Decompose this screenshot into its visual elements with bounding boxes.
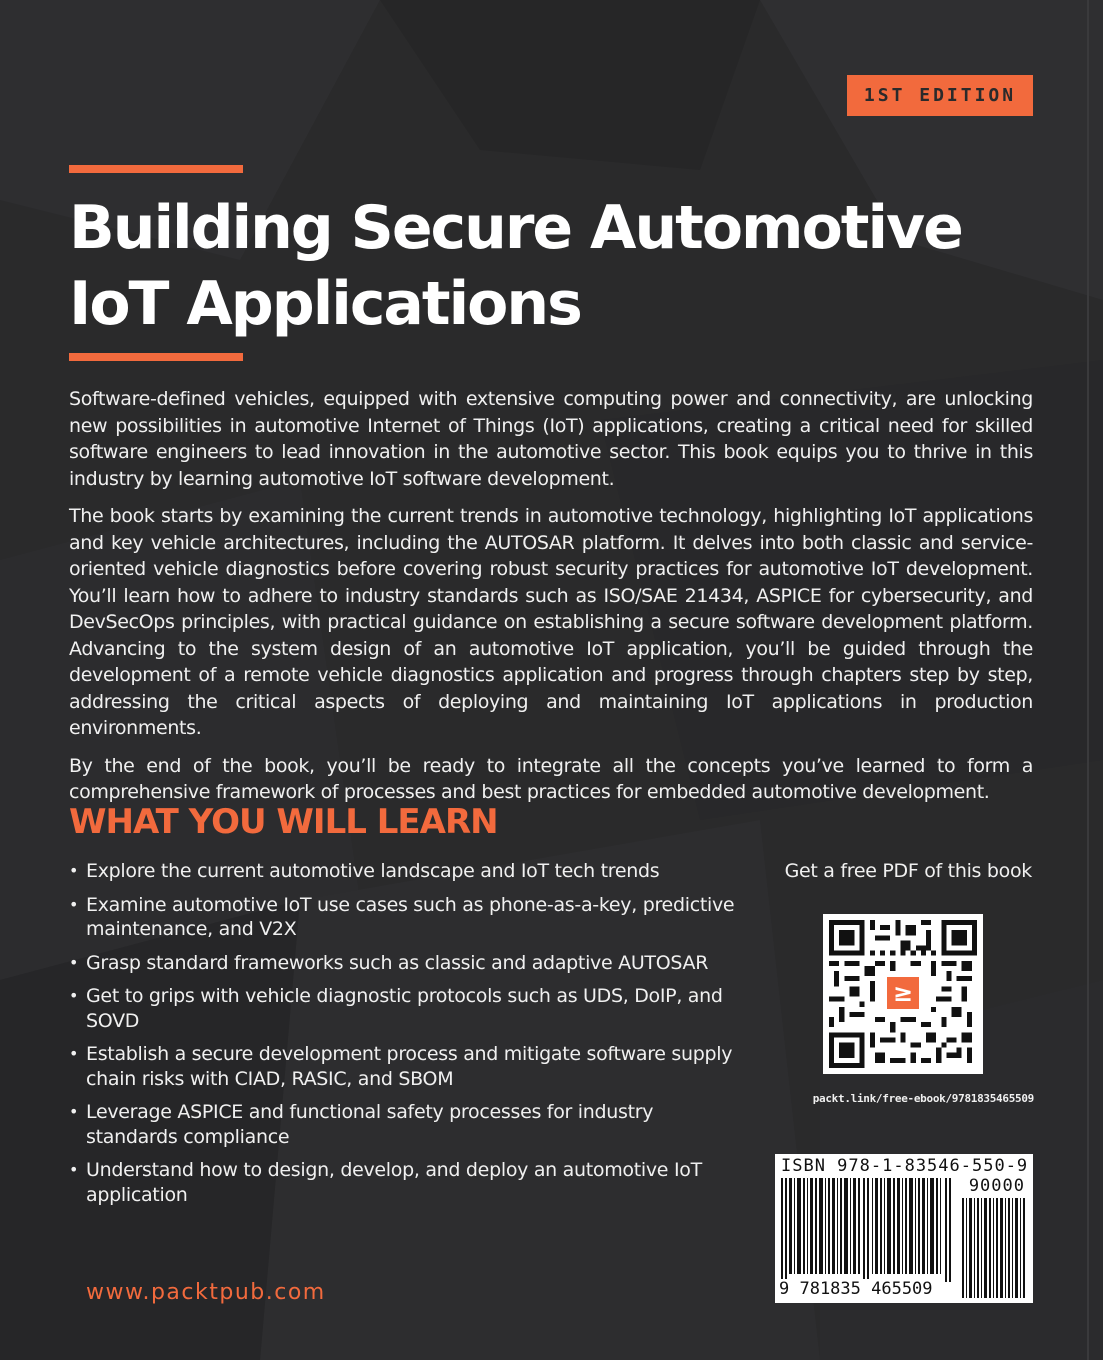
learn-item: • Explore the current automotive landscape and IoT tech trends [69,859,749,884]
description-paragraph: The book starts by examining the current trends in automotive technology, highlighting IoT applications and key vehicle architectures, including the AUTOSAR platform. It delves into both classic and service-oriented vehicle diagnostics before covering robust security practices for automotive IoT development. You’ll learn how to adhere to industry standards such as ISO/SAE 21434, ASPICE for cybersecurity, and DevSecOps principles, with practical guidance on establishing a secure software development platform. Advancing to the system design of an automotive IoT application, you’ll be guided through the development of a remote vehicle diagnostics application and progress through chapters step by step, addressing the critical aspects of deploying and maintaining IoT applications in production environments. [69,505,1033,739]
learn-heading: WHAT YOU WILL LEARN [69,802,498,842]
price-addon-number: 90000 [968,1176,1025,1196]
description-paragraph: By the end of the book, you’ll be ready to integrate all the concepts you’ve learned to form a comprehensive framework of processes and best practices for embedded automotive development. [69,754,1033,803]
qr-code[interactable] [823,914,983,1074]
packt-logo-icon: ≥ [884,974,922,1012]
ean-bars [779,1178,957,1282]
learn-item: • Get to grips with vehicle diagnostic protocols such as UDS, DoIP, and SOVD [69,984,749,1033]
free-ebook-link[interactable]: packt.link/free-ebook/9781835465509 [812,1092,1034,1105]
title-line-1: Building Secure Automotive [69,193,962,263]
title-rule-bottom [69,353,243,361]
addon-bars [961,1198,1027,1298]
publisher-website-link[interactable]: www.packtpub.com [86,1280,326,1305]
book-title [69,190,1029,342]
learn-item: • Grasp standard frameworks such as classic and adaptive AUTOSAR [69,951,749,976]
edition-badge: 1ST EDITION [847,75,1033,116]
free-pdf-label: Get a free PDF of this book [784,860,1032,882]
ean-digits: 9 781835 465509 [779,1279,933,1299]
learn-item: • Leverage ASPICE and functional safety processes for industry standards compliance [69,1100,749,1149]
description-paragraph: Software-defined vehicles, equipped with extensive computing power and connectivity, are unlocking new possibilities in automotive Internet of Things (IoT) applications, creating a critical need for skilled software engineers to lead innovation in the automotive sector. This book equips you to thrive in this industry by learning automotive IoT software development. [69,388,1033,490]
learn-list [69,859,749,1216]
learn-item: • Establish a secure development process and mitigate software supply chain risks with CIAD, RASIC, and SBOM [69,1042,749,1091]
title-line-2: IoT Applications [69,269,581,339]
isbn-barcode [775,1154,1033,1303]
learn-item: • Examine automotive IoT use cases such as phone-as-a-key, predictive maintenance, and V2X [69,893,749,942]
book-description [69,386,1033,817]
isbn-label: ISBN 978-1-83546-550-9 [781,1156,1029,1176]
learn-item: • Understand how to design, develop, and deploy an automotive IoT application [69,1158,749,1207]
title-rule-top [69,165,243,173]
